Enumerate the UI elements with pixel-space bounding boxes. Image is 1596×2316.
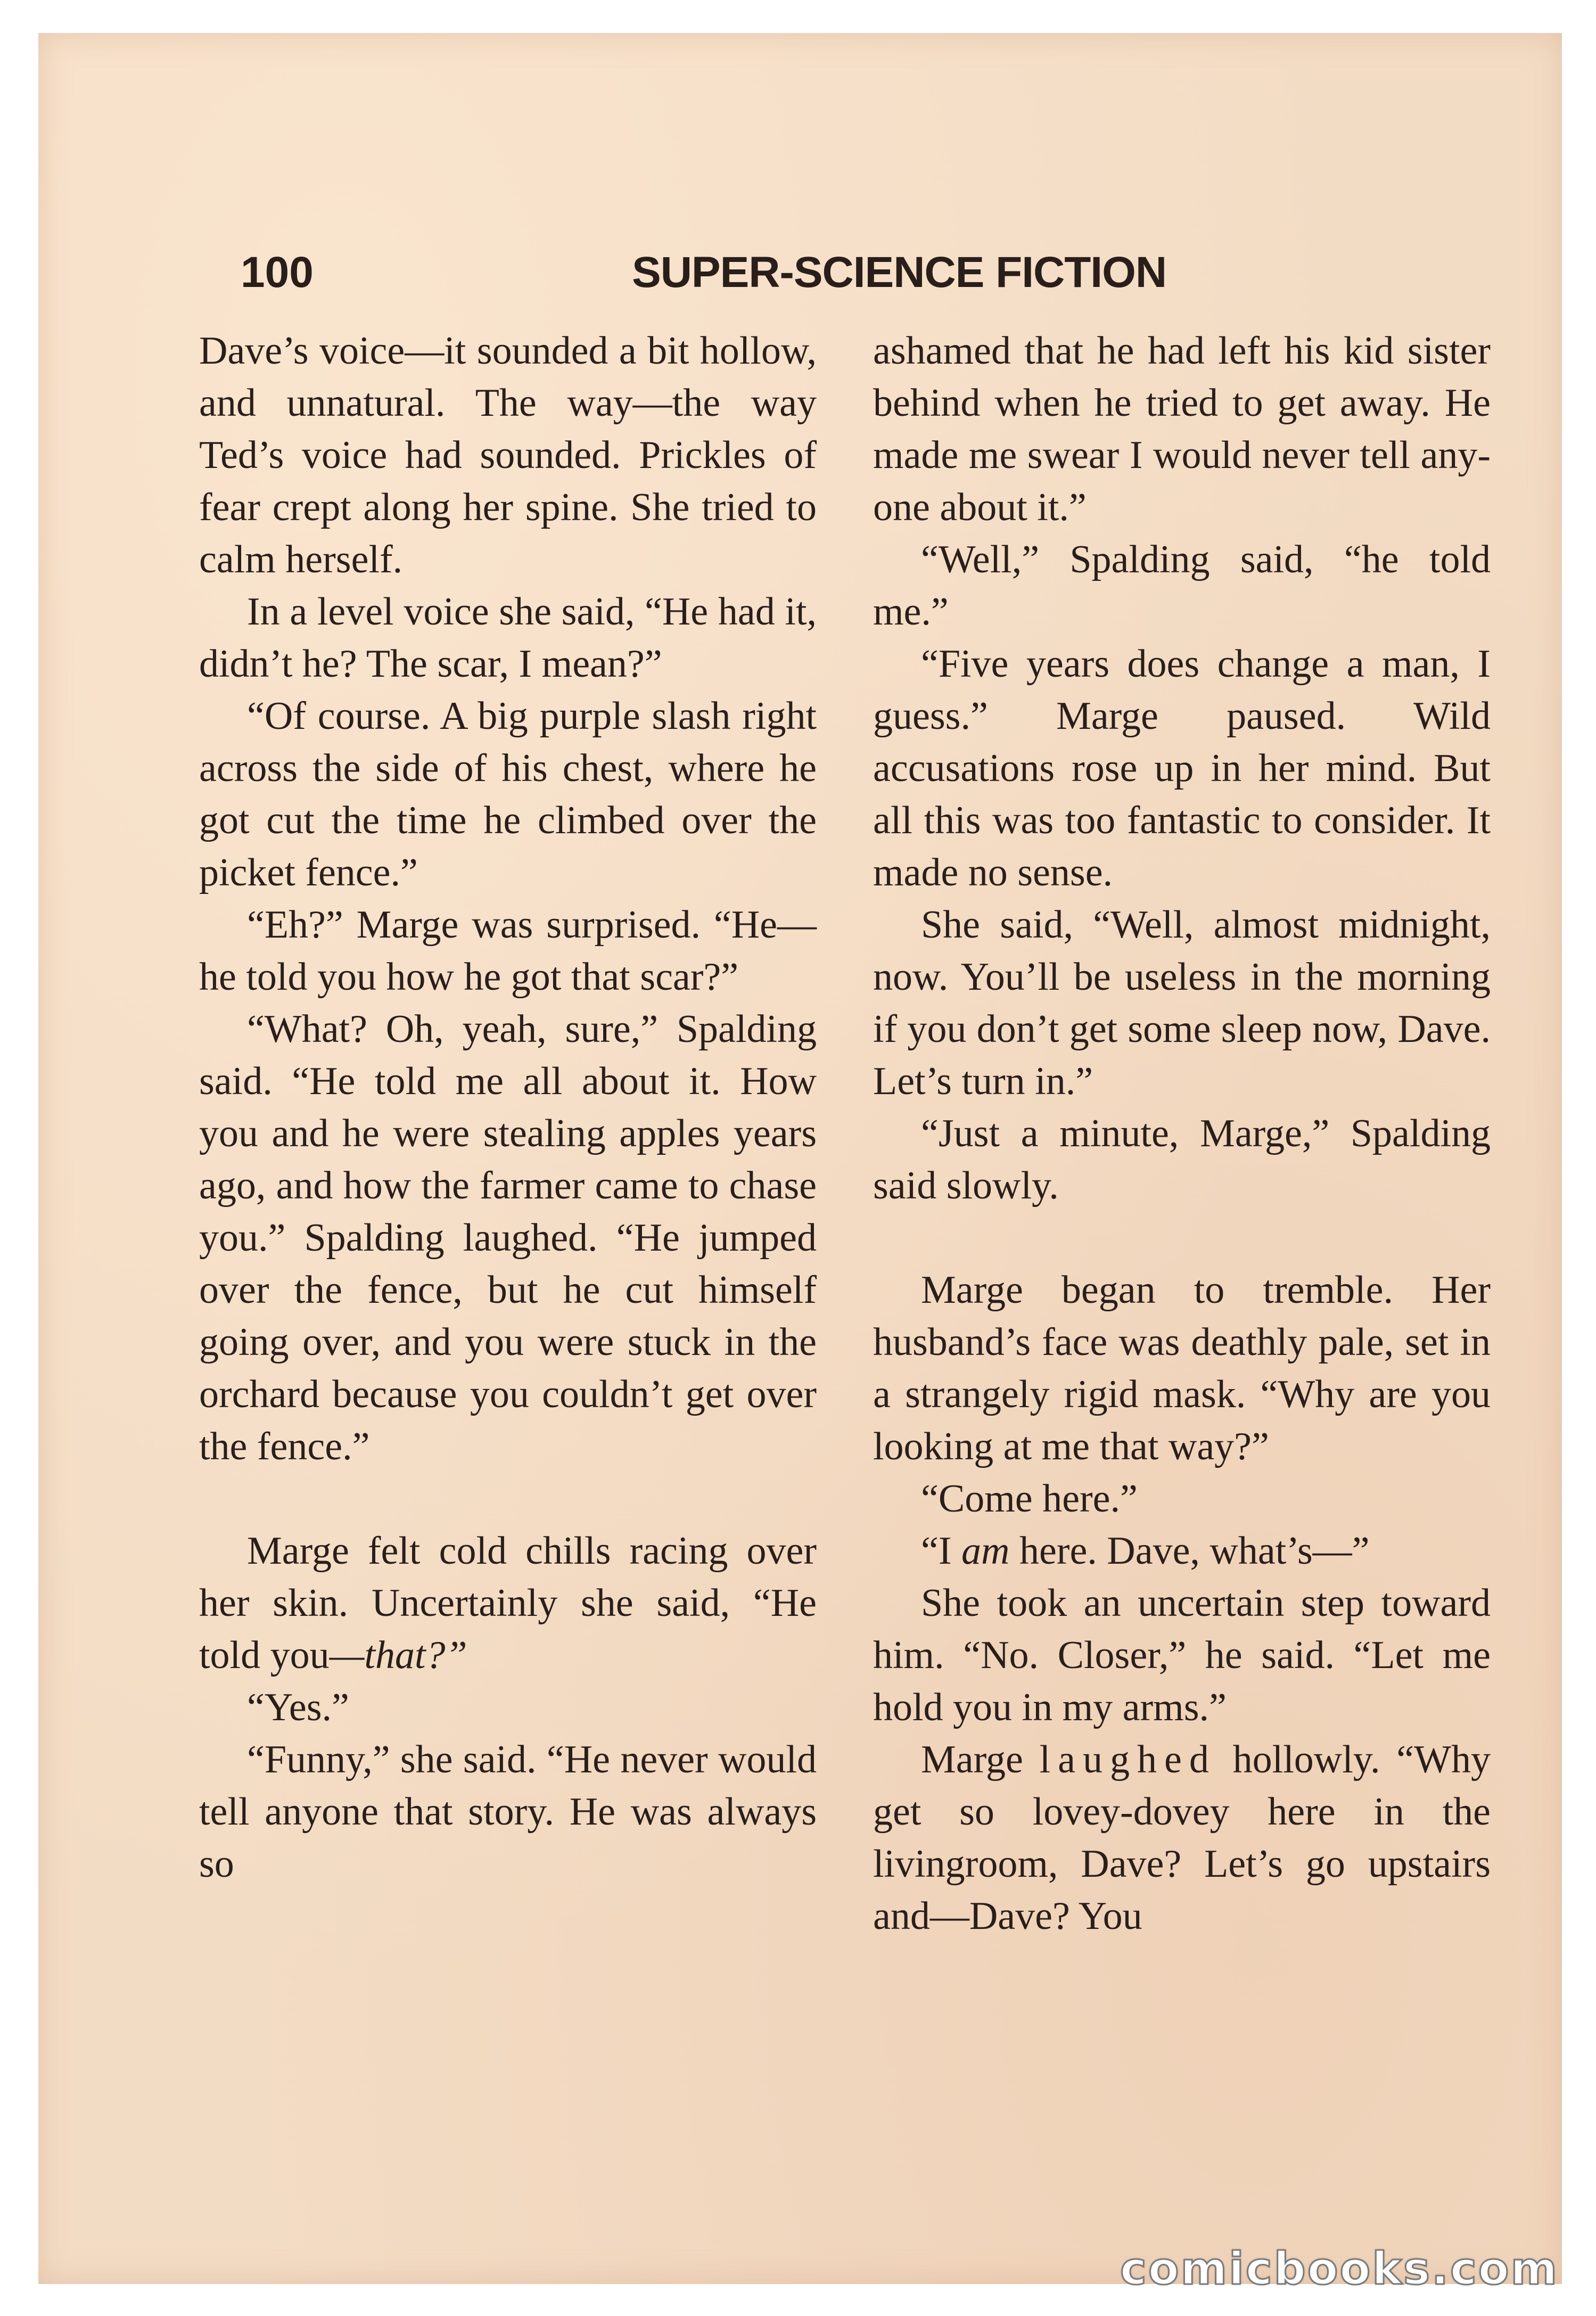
paragraph-text: Marge	[921, 1738, 1040, 1781]
left-column	[199, 325, 817, 1890]
paragraph: She took an uncertain step toward him. “No. Closer,” he said. “Let me hold you in my arms.”	[873, 1581, 1491, 1729]
paragraph: “Five years does change a man, I guess.” Marge paused. Wild accusations rose up in her mind. But all this was too fantastic to consider. It made no sense.	[873, 642, 1491, 894]
watermark-logo: comicbooks.com	[1120, 2243, 1559, 2295]
page-header	[241, 246, 1550, 305]
paragraph: She said, “Well, almost midnight, now. You’ll be useless in the morning if you don’t get some sleep now, Dave. Let’s turn in.”	[873, 903, 1491, 1103]
scanned-page	[38, 33, 1562, 2284]
paragraph	[873, 1734, 1491, 1942]
paragraph: “Just a minute, Marge,” Spalding said slowly.	[873, 1112, 1491, 1208]
paragraph-text: hollowly. “Why get so lovey-dovey here in the livingroom, Dave? Let’s go upstairs and—Dave? You	[873, 1738, 1491, 1938]
emphasis-text: —that?”	[329, 1633, 467, 1677]
paragraph: Dave’s voice—it sounded a bit hollow, and unnatural. The way—the way Ted’s voice had sounded. Prickles of fear crept along her spine. She tried to calm herself.	[199, 329, 817, 581]
letterspaced-text: laughed	[1039, 1738, 1216, 1781]
paragraph-text: “I	[921, 1529, 961, 1573]
paragraph	[199, 1525, 817, 1681]
page-number: 100	[241, 248, 314, 297]
emphasis-text: am	[961, 1529, 1010, 1573]
paragraph: “Come here.”	[921, 1477, 1138, 1521]
paragraph: “Of course. A big purple slash right across the side of his chest, where he got cut the time he climbed over the picket fence.”	[199, 694, 817, 894]
paragraph: “What? Oh, yeah, sure,” Spalding said. “He told me all about it. How you and he were stealing apples years ago, and how the farmer came to chase you.” Spalding laughed. “He jumped over the fence, but he cut himself going over, and you were stuck in the orchard because you couldn’t get over the fence.”	[199, 1007, 817, 1468]
paragraph: “Eh?” Marge was surprised. “He—he told you how he got that scar?”	[199, 903, 817, 999]
right-column	[873, 325, 1491, 1942]
paragraph: Marge began to tremble. Her husband’s face was deathly pale, set in a strangely rigid mask. “Why are you looking at me that way?”	[873, 1268, 1491, 1468]
paragraph: In a level voice she said, “He had it, didn’t he? The scar, I mean?”	[199, 590, 817, 686]
section-break	[873, 1212, 1491, 1264]
paragraph-text: Marge felt cold chills racing over her skin. Uncertainly she said, “He told you	[199, 1529, 817, 1677]
section-break	[199, 1473, 817, 1525]
paragraph: “Well,” Spalding said, “he told me.”	[873, 538, 1491, 634]
paragraph-text: here. Dave, what’s—”	[1009, 1529, 1370, 1573]
paragraph: “Yes.”	[247, 1686, 349, 1729]
running-head-title: SUPER-SCIENCE FICTION	[632, 248, 1167, 297]
paragraph: ashamed that he had left his kid sister behind when he tried to get away. He made me swear I would never tell anyone about it.”	[873, 329, 1491, 529]
paragraph	[873, 1525, 1491, 1577]
paragraph: “Funny,” she said. “He never would tell anyone that story. He was always so	[199, 1738, 817, 1886]
